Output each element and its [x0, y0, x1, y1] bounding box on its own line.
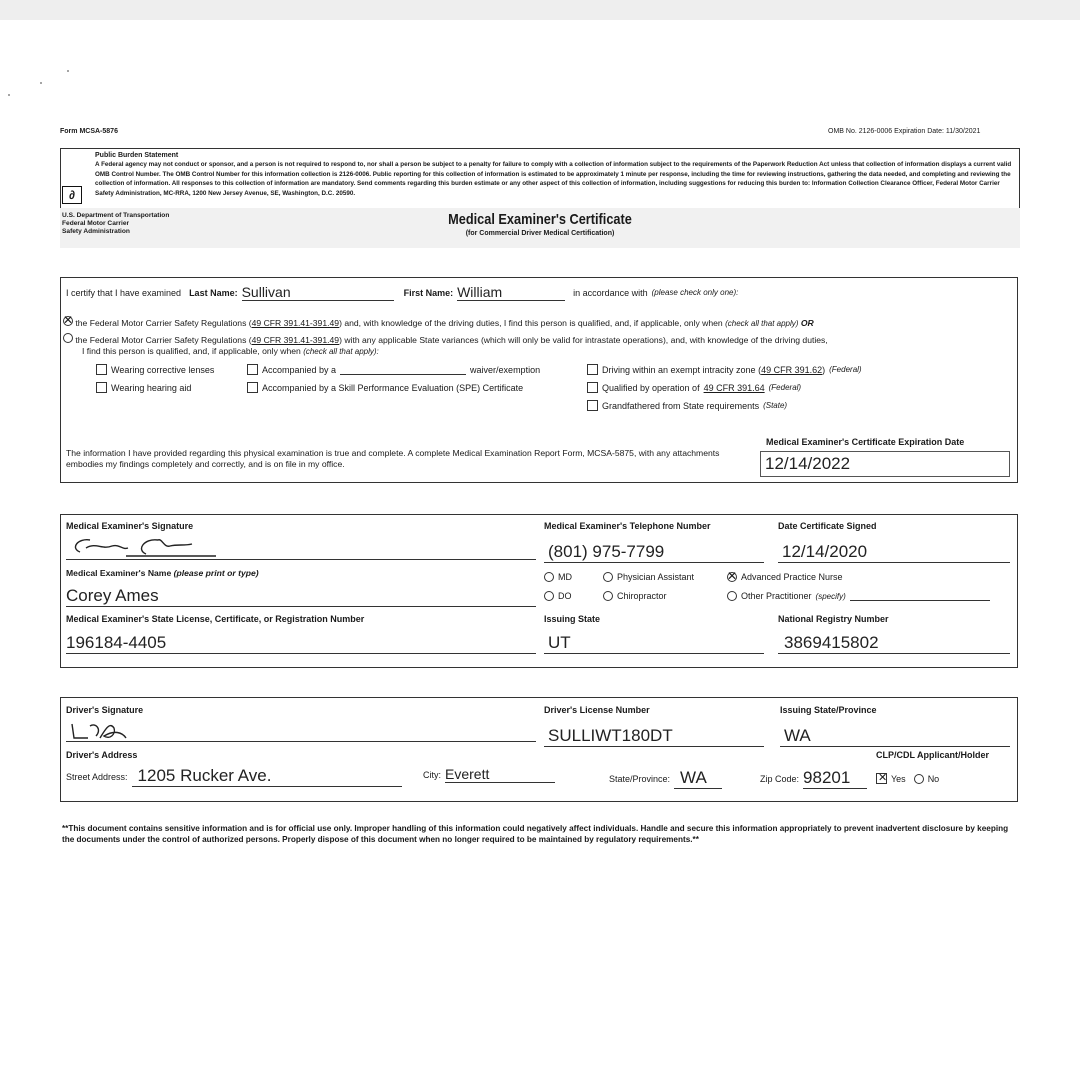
- examiner-name-label: [66, 568, 259, 578]
- zip-label: Zip Code:: [760, 773, 800, 784]
- street-label: Street Address:: [66, 771, 128, 782]
- apn-radio[interactable]: [727, 572, 737, 582]
- cb-grandfathered-row: [587, 400, 787, 411]
- cfr-link[interactable]: 49 CFR 391.64: [703, 382, 765, 393]
- opt1-text: ) and, with knowledge of the driving duties, I find this person is qualified, and, if applicable, only when: [339, 318, 723, 328]
- expiration-label: Medical Examiner's Certificate Expiration Date: [766, 437, 965, 447]
- license-field[interactable]: 196184-4405: [66, 633, 536, 654]
- clp-label: CLP/CDL Applicant/Holder: [876, 750, 990, 760]
- expiration-date-field[interactable]: [760, 451, 1010, 477]
- other-note: (specify): [815, 591, 846, 601]
- expiration-date-value: 12/14/2022: [765, 454, 851, 473]
- or-text: OR: [800, 318, 814, 328]
- spe-label: Accompanied by a Skill Performance Evaluation (SPE) Certificate: [262, 382, 524, 393]
- opt2-note: (check all that apply):: [303, 347, 379, 356]
- agency-name: [62, 212, 169, 235]
- pa-radio[interactable]: [603, 572, 613, 582]
- driver-signature-image: [66, 718, 186, 742]
- do-label: DO: [558, 591, 572, 601]
- lenses-label: Wearing corrective lenses: [111, 364, 215, 375]
- cb-spe-row: [247, 382, 523, 393]
- other-specify-field[interactable]: [850, 591, 990, 601]
- agency-line: Federal Motor Carrier: [62, 219, 130, 227]
- phone-field[interactable]: (801) 975-7799: [544, 542, 764, 563]
- apn-option: [727, 572, 843, 582]
- city-label: City:: [423, 769, 441, 780]
- opt2-text: ) with any applicable State variances (which will only be valid for intrastate operations), and, with knowledge of the driving duties,: [339, 335, 828, 345]
- lenses-checkbox[interactable]: [96, 364, 107, 375]
- clp-options: [876, 773, 939, 784]
- scan-speck: [67, 70, 69, 72]
- driver-license-label: Driver's License Number: [544, 705, 650, 715]
- no-label: No: [927, 773, 940, 784]
- first-name-field[interactable]: William: [457, 284, 565, 301]
- examiner-signature-field[interactable]: [66, 534, 536, 560]
- cb-intracity-row: [587, 364, 862, 375]
- waiver-field[interactable]: [340, 365, 466, 375]
- name-label-note: (please print or type): [173, 568, 259, 578]
- examiner-name-field[interactable]: Corey Ames: [66, 586, 536, 607]
- issuing-state-label: Issuing State: [544, 614, 601, 624]
- scan-speck: [8, 94, 10, 96]
- driver-signature-label: Driver's Signature: [66, 705, 144, 715]
- examiner-signature-label: Medical Examiner's Signature: [66, 521, 194, 531]
- cb-waiver-row: [247, 364, 540, 375]
- form-title: Medical Examiner's Certificate: [448, 211, 632, 228]
- chiro-radio[interactable]: [603, 591, 613, 601]
- option-federal: [63, 316, 1013, 328]
- state-field[interactable]: WA: [674, 768, 722, 789]
- driver-address-label: Driver's Address: [66, 750, 138, 760]
- yes-label: Yes: [891, 773, 906, 784]
- opt1-note: (check all that apply): [725, 319, 799, 328]
- do-option: [544, 591, 572, 601]
- chiro-option: [603, 591, 667, 601]
- dot-logo-icon: ∂: [62, 186, 82, 204]
- form-subtitle: (for Commercial Driver Medical Certification): [465, 230, 615, 237]
- federal-radio[interactable]: [63, 316, 73, 326]
- city-field[interactable]: Everett: [445, 766, 555, 783]
- scan-top-margin: [0, 0, 1080, 20]
- opt1-text: the Federal Motor Carrier Safety Regulations (: [75, 318, 252, 328]
- cb-lenses-row: [96, 364, 214, 375]
- driver-signature-field[interactable]: [66, 718, 536, 742]
- md-label: MD: [558, 572, 572, 582]
- driver-issuing-label: Issuing State/Province: [780, 705, 877, 715]
- other-label: Other Practitioner: [741, 591, 812, 601]
- opt2-text: the Federal Motor Carrier Safety Regulations (: [75, 335, 252, 345]
- date-signed-field[interactable]: 12/14/2020: [778, 542, 1010, 563]
- name-label-text: Medical Examiner's Name: [66, 568, 172, 578]
- city-row: [423, 766, 555, 783]
- other-radio[interactable]: [727, 591, 737, 601]
- qualified-checkbox[interactable]: [587, 382, 598, 393]
- first-name-label: First Name:: [403, 287, 454, 298]
- date-signed-label: Date Certificate Signed: [778, 521, 877, 531]
- opt2-text: I find this person is qualified, and, if applicable, only when: [82, 346, 301, 356]
- burden-title: Public Burden Statement: [95, 152, 179, 159]
- state-radio[interactable]: [63, 333, 73, 343]
- attestation-statement: The information I have provided regarding this physical examination is true and complete. A complete Medical Examination Report Form, MCSA-5875, with any attachments embodies my findings completely and correctly, and is on file in my office.: [66, 448, 720, 469]
- other-option: [727, 591, 990, 601]
- md-option: [544, 572, 572, 582]
- license-label: Medical Examiner's State License, Certificate, or Registration Number: [66, 614, 365, 624]
- md-radio[interactable]: [544, 572, 554, 582]
- driver-license-field[interactable]: SULLIWT180DT: [544, 726, 764, 747]
- intracity-label: ): [822, 364, 826, 375]
- pa-option: [603, 572, 694, 582]
- cb-qualified-row: [587, 382, 801, 393]
- waiver-label-end: waiver/exemption: [470, 364, 541, 375]
- intracity-label: Driving within an exempt intracity zone (: [602, 364, 762, 375]
- zip-row: [760, 768, 867, 789]
- no-radio[interactable]: [914, 774, 924, 784]
- agency-line: Safety Administration: [62, 227, 130, 235]
- waiver-label: Accompanied by a: [262, 364, 337, 375]
- issuing-state-field[interactable]: UT: [544, 633, 764, 654]
- street-field[interactable]: 1205 Rucker Ave.: [132, 766, 402, 787]
- qualified-label: Qualified by operation of: [602, 382, 700, 393]
- confidentiality-notice: **This document contains sensitive information and is for official use only. Improper handling of this information could negatively affect individuals. Handle and secure this information appropriately to prevent inadvertent disclosure by keeping the documents under the control of authorized persons. Properly dispose of this document when no longer required to be maintained by regulatory requirements.**: [62, 824, 1009, 844]
- form-id: Form MCSA-5876: [60, 128, 118, 135]
- intracity-checkbox[interactable]: [587, 364, 598, 375]
- zip-field[interactable]: 98201: [803, 768, 867, 789]
- cfr-link[interactable]: 49 CFR 391.41-391.49: [251, 335, 340, 345]
- burden-body: A Federal agency may not conduct or sponsor, and a person is not required to respond to, nor shall a person be subject to a penalty for failure to comply with a collection of information subject to the requirements of the Paperwork Reduction Act unless that collection of information displays a current valid OMB Control Number. The OMB Control Number for this information collection is 2126-0006. Public reporting for this collection of information is estimated to be approximately 1 minute per response, including the time for reviewing instructions, gathering the data needed, and completing and reviewing the collection of information. All responses to this collection of information are mandatory. Send comments regarding this burden estimate or any other aspect of this collection of information, including suggestions for reducing this burden to: Information Collection Clearance Officer, Federal Motor Carrier Safety Administration, MC-RRA, 1200 New Jersey Avenue, SE, Washington, D.C. 20590.: [95, 161, 1012, 197]
- apn-label: Advanced Practice Nurse: [741, 572, 843, 582]
- accordance-note: (please check only one):: [651, 288, 739, 297]
- waiver-checkbox[interactable]: [247, 364, 258, 375]
- do-radio[interactable]: [544, 591, 554, 601]
- option-state-line2: [82, 346, 379, 356]
- cfr-link[interactable]: 49 CFR 391.62: [761, 364, 823, 375]
- grandfathered-note: (State): [763, 401, 788, 410]
- scan-speck: [40, 82, 42, 84]
- cfr-link[interactable]: 49 CFR 391.41-391.49: [251, 318, 340, 328]
- last-name-field[interactable]: Sullivan: [242, 284, 394, 301]
- grandfathered-label: Grandfathered from State requirements: [602, 400, 760, 411]
- intro-text: I certify that I have examined: [66, 287, 182, 298]
- pa-label: Physician Assistant: [617, 572, 695, 582]
- omb-number: OMB No. 2126-0006 Expiration Date: 11/30/2021: [828, 128, 981, 135]
- state-label: State/Province:: [609, 773, 671, 784]
- examiner-signature-image: [66, 534, 246, 560]
- burden-statement: [95, 151, 1015, 198]
- last-name-label: Last Name:: [189, 287, 238, 298]
- yes-checkbox[interactable]: ✕: [878, 772, 888, 784]
- street-row: [66, 766, 402, 787]
- hearing-checkbox[interactable]: [96, 382, 107, 393]
- agency-line: U.S. Department of Transportation: [62, 212, 170, 219]
- grandfathered-checkbox[interactable]: [587, 400, 598, 411]
- phone-label: Medical Examiner's Telephone Number: [544, 521, 711, 531]
- cb-hearing-row: [96, 382, 191, 393]
- registry-field[interactable]: 3869415802: [778, 633, 1010, 654]
- intracity-note: (Federal): [829, 365, 862, 374]
- examined-line: [66, 284, 1006, 301]
- option-state: [63, 333, 1018, 345]
- hearing-label: Wearing hearing aid: [111, 382, 192, 393]
- accordance-text: in accordance with: [573, 287, 648, 298]
- spe-checkbox[interactable]: [247, 382, 258, 393]
- driver-issuing-field[interactable]: WA: [780, 726, 1010, 747]
- registry-label: National Registry Number: [778, 614, 889, 624]
- state-row: [609, 768, 722, 789]
- chiro-label: Chiropractor: [617, 591, 667, 601]
- qualified-note: (Federal): [768, 383, 802, 392]
